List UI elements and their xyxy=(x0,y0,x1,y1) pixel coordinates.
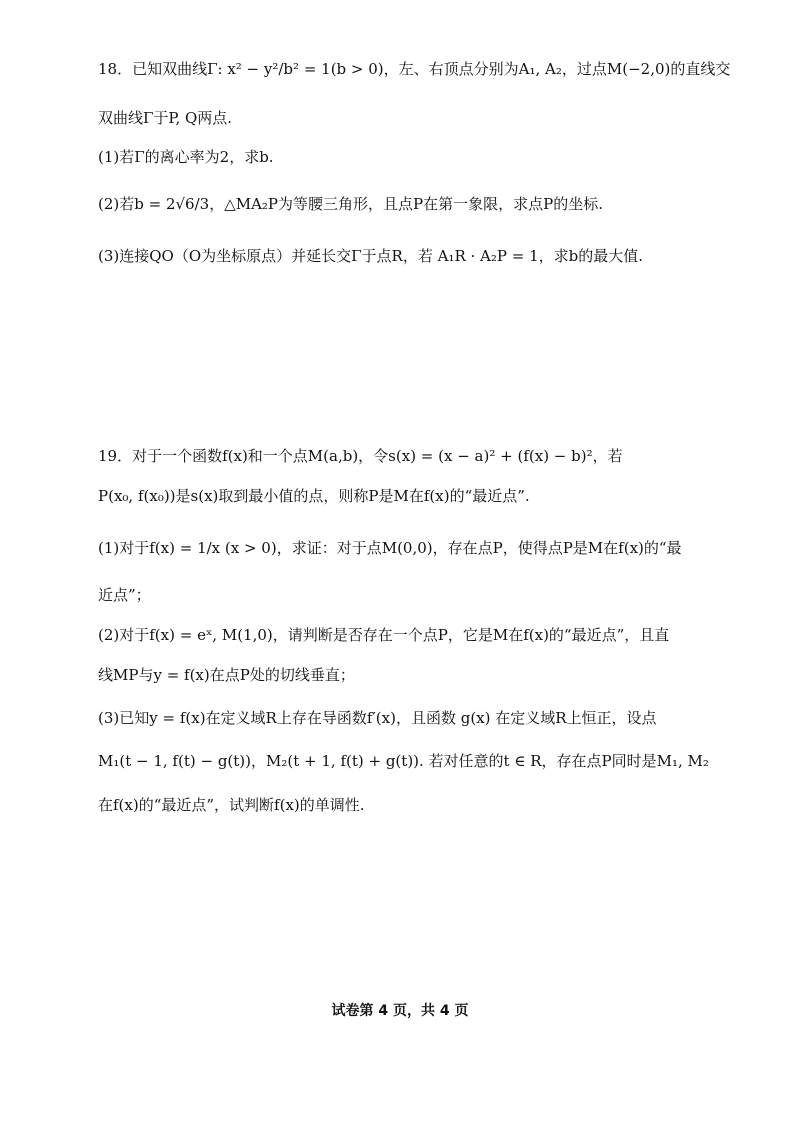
q19-stem-line2: P(x₀, f(x₀))是s(x)取到最小值的点，则称P是M在f(x)的“最近点”. xyxy=(98,487,530,505)
q18-stem-line1: 18．已知双曲线Γ: x² − y²/b² = 1(b > 0)，左、右顶点分别为A₁, A₂，过点M(−2,0)的直线交 xyxy=(98,60,731,78)
q18-part2: (2)若b = 2√6/3，△MA₂P为等腰三角形，且点P在第一象限，求点P的坐标. xyxy=(98,195,603,213)
q19-part1-line2: 近点”； xyxy=(98,586,151,604)
q18-part3: (3)连接QO（O为坐标原点）并延长交Γ于点R，若 A₁R · A₂P = 1，求b的最大值. xyxy=(98,247,644,265)
q19-part2-line1: (2)对于f(x) = eˣ, M(1,0)，请判断是否存在一个点P，它是M在f(x)的“最近点”，且直 xyxy=(98,626,670,644)
q19-part3-line2: M₁(t − 1, f(t) − g(t))，M₂(t + 1, f(t) + g(t)). 若对任意的t ∈ R，存在点P同时是M₁, M₂ xyxy=(98,752,709,770)
page-footer: 试卷第 4 页，共 4 页 xyxy=(331,1003,469,1019)
q19-part3-line1: (3)已知y = f(x)在定义域R上存在导函数f′(x)，且函数 g(x) 在定义域R上恒正，设点 xyxy=(98,709,657,727)
q19-part2-line2: 线MP与y = f(x)在点P处的切线垂直； xyxy=(98,666,355,684)
q19-part1-line1: (1)对于f(x) = 1/x (x > 0)，求证：对于点M(0,0)，存在点P，使得点P是M在f(x)的“最 xyxy=(98,539,682,557)
q18-part1: (1)若Γ的离心率为2，求b. xyxy=(98,148,274,166)
q19-stem-line1: 19．对于一个函数f(x)和一个点M(a,b)，令s(x) = (x − a)² + (f(x) − b)²，若 xyxy=(98,447,623,465)
q19-part3-line3: 在f(x)的“最近点”，试判断f(x)的单调性. xyxy=(98,796,365,814)
q18-stem-line2: 双曲线Γ于P, Q两点. xyxy=(98,109,233,127)
